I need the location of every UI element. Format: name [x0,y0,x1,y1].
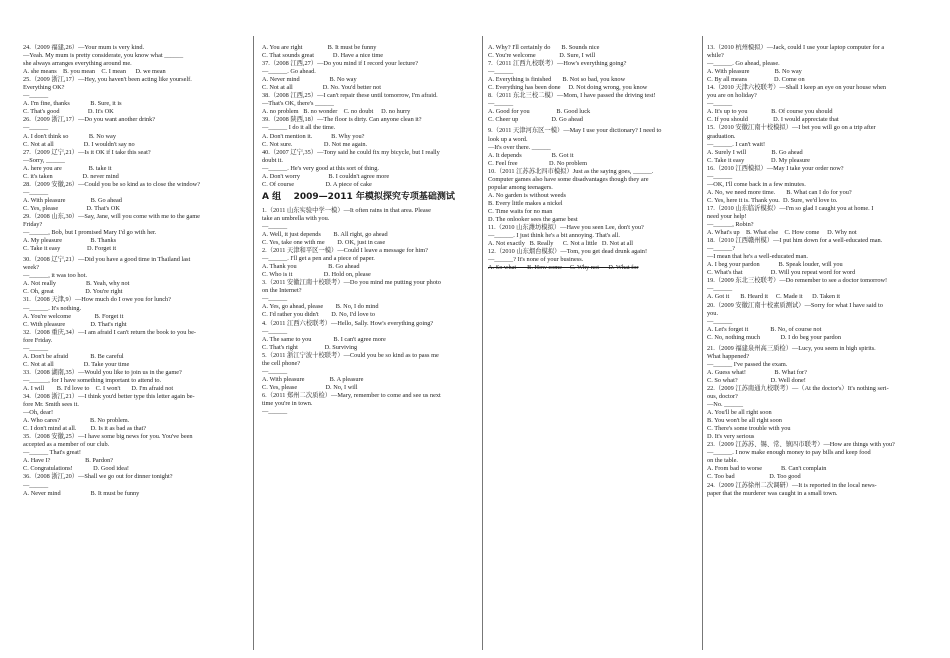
text-line: C. it's taken D. never mind [23,172,119,180]
text-line: 33.（2008 湖南,35）—Would you like to join us in the game? [23,368,182,376]
text-line: A. Who cares? B. No problem. [23,417,130,425]
text-line: Computer games also have some disadvantages though they are [488,175,649,183]
text-line: —______ [262,327,288,335]
column-4 [707,44,933,652]
text-line: —______. He's very good at this sort of thing. [262,164,379,172]
text-line: —______? [707,245,735,253]
text-line: 37.（2008 江西,27）—Do you mind if I record your lecture? [262,60,418,68]
text-line: —______ [707,172,733,180]
section-title: A 组 2009—2011 年模拟探究专项基础测试 [262,191,455,202]
text-line: A. Yes, go ahead, please B. No, I do mind [262,303,379,311]
text-line: you. [707,309,719,317]
text-line: 22.（2009 江苏南通九校联考）—（At the doctor's）It's nothing seri- [707,384,889,392]
text-line: C. Not at all D. No. You'd better not [262,84,382,92]
text-line: C. By all means D. Come on [707,76,805,84]
text-line: 30.（2008 辽宁,21）—Did you have a good time in Thailand last [23,256,191,264]
text-line: C. Time waits for no man [488,207,553,215]
text-line: A. With pleasure B. No way [707,68,802,76]
text-line: popular among teenagers. [488,183,553,191]
text-line: A. Have I? B. Pardon? [23,457,114,465]
text-line: 13.（2010 杭州模拟）—Jack, could I use your laptop computer for a [707,44,885,51]
text-line: A. Why? I'll certainly do B. Sounds nice [488,44,600,51]
text-line: C. What's that D. Will you repeat word for word [707,269,856,277]
text-line: C. Oh, great D. You're right [23,288,123,296]
text-line: 32.（2008 重庆,34）—I am afraid I can't return the book to you be- [23,328,197,336]
text-line: —______, Bob, but I promised Mary I'd go with her. [23,229,157,237]
text-line: while? [707,52,724,60]
text-line: —______. I can't wait! [707,140,766,148]
text-line: —______ [488,68,514,76]
text-line: —______ [23,124,49,132]
text-line: fore Mr. Smith sees it. [23,401,79,409]
text-line: 2.（2011 天津和平区一模）—Could I leave a message for him? [262,247,428,255]
text-line: A. Let's forget it B. No, of course not [707,325,822,333]
text-line: —______. I just think he's a bit annoying. That's all. [488,232,620,240]
text-line: 34.（2008 浙江,21）—I think you'd better type this letter again be- [23,393,195,401]
text-line: 24.（2009 福建,26）—Your mum is very kind. [23,44,145,51]
text-line: —I mean that he's a well-educated man. [707,253,808,261]
text-line: A. Surely I will B. Go ahead [707,148,803,156]
text-line: —______ [707,285,733,293]
text-line: doubt it. [262,156,283,164]
text-line: A. You'll be all right soon [707,409,772,417]
text-line: —Sorry, ______ [23,156,65,164]
text-line: 14.（2010 天津六校联考）—Shall I keep an eye on your house when [707,84,887,92]
text-line: 29.（2008 山东,30）—Say, Jane, will you come with me to the game [23,212,200,220]
column-1 [23,44,243,652]
text-line: —______ [262,367,288,375]
text-line: C. There's some trouble with you [707,425,791,433]
text-line: —______. It's nothing. [23,304,82,312]
text-line: 35.（2008 安徽,25）—I have some big news for you. You've been [23,433,193,441]
text-line: paper that the murderer was caught in a small town. [707,489,838,497]
text-line: —______ [23,344,49,352]
text-line: —______. I now make enough money to pay bills and keep food [707,449,871,457]
text-line: —______. Go ahead, please. [707,60,780,68]
text-line: —______ That's great! [23,449,82,457]
text-line: —______ [707,100,733,108]
text-line: —______ [262,295,288,303]
text-line: A. Good for you B. Good luck [488,108,591,116]
text-line: on the table. [707,457,738,465]
text-line: A. here you are B. take it [23,164,112,172]
text-line: —______ [707,317,733,325]
text-line: A. Everything is finished B. Not so bad, you know [488,76,626,84]
text-line: —______ [23,92,49,100]
text-line: A. My pleasure B. Thanks [23,237,117,245]
column-divider [482,36,483,650]
text-line: C. That sounds great D. Have a nice time [262,52,384,60]
text-line: D. The onlooker sees the game best [488,215,578,223]
text-line: 38.（2008 江西,25）—I can't repair these until tomorrow, I'm afraid. [262,92,438,100]
text-line: 27.（2009 辽宁,21）—Is it OK if I take this seat? [23,148,151,156]
text-line: A. You're welcome B. Forget it [23,312,124,320]
text-line: A. With pleasure B. Go ahead [23,196,122,204]
text-line: need your help! [707,212,747,220]
text-line: 16.（2010 江西模拟）—May I take your order now? [707,164,844,172]
text-line: 21.（2009 福建泉州高三质检）—Lucy, you seem in high spirits. [707,344,876,352]
text-line: accepted as a member of our club. [23,441,110,449]
column-3 [488,44,698,652]
text-line: look up a word. [488,135,528,143]
text-line: —______. Go ahead. [262,68,316,76]
text-line: —______ [23,481,49,489]
text-line: A. No, we need more time. B. What can I do for you? [707,188,852,196]
text-line: A. Well, it just depends B. All right, go ahead [262,230,388,238]
text-line: —OK, I'll come back in a few minutes. [707,180,806,188]
text-line: 40.（2007 辽宁,35）—Tony said he could fix my bicycle, but I really [262,148,440,156]
text-line: A. she means B. you mean C. I mean D. we mean [23,68,166,76]
text-line: Everything OK? [23,84,65,92]
text-line: fore Friday. [23,336,53,344]
text-line: 24.（2009 江苏徐州二次调研）—It is reported in the local news- [707,481,877,489]
text-line: Friday? [23,221,43,229]
text-line: A. no problem B. no wonder C. no doubt D. no hurry [262,108,411,116]
text-line: A. Got it B. Heard it C. Made it D. Taken it [707,293,841,301]
column-2 [262,44,476,652]
text-line: C. Take it easy D. My pleasure [707,156,810,164]
text-line: What happened? [707,352,750,360]
text-line: A. What's up B. What else C. How come D. Why not [707,229,857,237]
text-line: C. That's good D. It's OK [23,108,114,116]
text-line: —______, for I have something important to attend to. [23,376,162,384]
text-line: 23.（2009 江苏苏、锡、常、镇四市联考）—How are things with you? [707,441,895,449]
text-line: C. Too bad D. Too good [707,473,801,481]
text-line: C. Yes, take one with me D. OK, just in case [262,239,386,247]
text-line: A. It's up to you B. Of course you should [707,108,833,116]
text-line: C. Of course D. A piece of cake [262,180,372,188]
text-line: A. Guess what! B. What for? [707,368,807,376]
text-line: C. With pleasure D. That's right [23,320,127,328]
text-line: C. If you should D. I would appreciate that [707,116,839,124]
text-line: C. Yes, please D. That's OK [23,204,120,212]
text-line: A. Don't mention it. B. Why you? [262,132,365,140]
text-line: A. I don't think so B. No way [23,132,116,140]
text-line: C. Who is it D. Hold on, please [262,271,371,279]
column-divider [702,36,703,650]
text-line: A. Don't worry B. I couldn't agree more [262,172,390,180]
text-line: C. No, nothing much D. I do beg your pardon [707,333,841,341]
text-line: A. I beg your pardon B. Speak louder, will you [707,261,843,269]
text-line: C. Not sure. D. Not me again. [262,140,368,148]
text-line: —Yeah. My mum is pretty considerate, you know what ______ [23,52,184,60]
text-line: 26.（2009 浙江,17）—Do you want another drink? [23,116,156,124]
text-line: A. Don't be afraid B. Be careful [23,352,124,360]
text-line: A. It depends B. Got it [488,151,574,159]
text-line: week? [23,264,40,272]
text-line: B. Every little makes a nickel [488,199,563,207]
text-line: 3.（2011 安徽江南十校联考）—Do you mind me putting your photo [262,279,441,287]
text-line: A. The same to you B. I can't agree more [262,335,386,343]
text-line: 9.（2011 天津河东区一模）—May I use your dictionary? I need to [488,127,662,135]
text-line: she always arranges everything around me. [23,60,132,68]
text-line: —It's over there. ______ [488,143,551,151]
struck-answer-options: A. So what B. How come C. Why not D. What for [488,264,639,272]
text-line: C. Feel free D. No problem [488,159,587,167]
text-line: —______. I'll get a pen and a piece of paper. [262,255,375,263]
text-line: the cell phone? [262,359,301,367]
text-line: A. Not exactly B. Really C. Not a little D. Not at all [488,240,633,248]
text-line: —______ I've passed the exam. [707,360,788,368]
text-line: A. From bad to worse B. Can't complain [707,465,827,473]
text-line: 39.（2008 陕西,18）—The floor is dirty. Can anyone clean it? [262,116,422,124]
text-line: 18.（2010 江西赣州模）—I put him down for a well-educated man. [707,237,883,245]
text-line: A. No garden is without weeds [488,191,566,199]
text-line: 20.（2009 安徽江南十校素质测试）—Sorry for what I have said to [707,301,883,309]
text-line: C. So what? D. Well done! [707,376,806,384]
text-line: —Oh, dear! [23,409,54,417]
text-line: 11.（2010 山东潍坊模拟）—Have you seen Lee, don't you? [488,224,644,232]
text-line: C. Congratulations! D. Good idea! [23,465,129,473]
text-line: 7.（2011 江西九校联考）—How's everything going? [488,60,627,68]
text-line: —No. ______ [707,401,744,409]
text-line: 25.（2009 浙江,17）—Hey, you haven't been acting like yourself. [23,76,192,84]
text-line: —______, it was too hot. [23,272,88,280]
text-line: 19.（2009 东北三校联考）—Do remember to see a doctor tomorrow! [707,277,888,285]
text-line: A. With pleasure B. A pleasure [262,375,364,383]
text-line: —______, Robin? [707,221,754,229]
text-line: on the Internet? [262,287,302,295]
text-line: A. You are right B. It must be funny [262,44,377,51]
text-line: A. Never mind B. It must be funny [23,489,140,497]
text-line: —That's OK, there's ______ [262,100,334,108]
text-line: you are on holiday? [707,92,757,100]
text-line: A. Not really B. Yeah, why not [23,280,130,288]
text-line: C. Yes, please D. No, I will [262,383,358,391]
column-divider [253,36,254,650]
text-line: 10.（2011 江苏苏北四市模拟）Just as the saying goes, ______. [488,167,654,175]
text-line: 4.（2011 江西六校联考）—Hello, Sally. How's everything going? [262,319,434,327]
text-line: 12.（2010 山东烟台模拟）—Tom, you get dead drunk again! [488,248,648,256]
text-line: C. I'd rather you didn't D. No, I'd love to [262,311,376,319]
text-line: —______ [262,408,288,416]
text-line: 5.（2011 浙江宁波十校联考）—Could you be so kind as to pass me [262,351,439,359]
text-line: —______ [23,188,49,196]
text-line: C. Not at all D. I wouldn't say no [23,140,135,148]
text-line: C. Not at all D. Take your time [23,360,130,368]
text-line: 6.（2011 郑州二次质检）—Mary, remember to come and see us next [262,391,441,399]
text-line: take an umbrella with you. [262,214,330,222]
text-line: 31.（2008 天津,9）—How much do I owe you for lunch? [23,296,171,304]
text-line: —______ [262,222,288,230]
text-line: 36.（2008 浙江,20）—Shall we go out for dinner tonight? [23,473,173,481]
text-line: graduation. [707,132,736,140]
text-line: —______? It's none of your business. [488,256,584,264]
text-line: D. It's very serious [707,433,755,441]
text-line: 17.（2010 山东临沂模拟）—I'm so glad I caught you at home. I [707,204,874,212]
text-line: A. I will B. I'd love to C. I won't D. I'm afraid not [23,384,174,392]
text-line: ous, doctor? [707,393,738,401]
text-line: —______ [488,100,514,108]
text-line: C. Everything has been done D. Not doing wrong, you know [488,84,648,92]
text-line: 1.（2011 山东实验中学一模）—It often rains in that area. Please [262,206,431,214]
text-line: 15.（2010 安徽江南十校模拟）—I bet you will go on a trip after [707,124,876,132]
text-line: —______ I do it all the time. [262,124,336,132]
text-line: C. Cheer up D. Go ahead [488,116,583,124]
text-line: A. I'm fine, thanks B. Sure, it is [23,100,122,108]
text-line: C. Yes, here it is. Thank you. D. Sure, we'd love to. [707,196,838,204]
text-line: C. You're welcome D. Sure, I will [488,52,596,60]
text-line: A. Never mind B. No way [262,76,357,84]
text-line: 28.（2009 安徽,26）—Could you be so kind as to close the window? [23,180,200,188]
text-line: C. I don't mind at all. D. Is it as bad as that? [23,425,147,433]
text-line: C. Take it easy D. Forget it [23,245,117,253]
text-line: time you're in town. [262,399,313,407]
text-line: B. You won't be all right soon [707,417,782,425]
text-line: 8.（2011 东北三校二模）—Mom, I have passed the driving test! [488,92,656,100]
text-line: C. That's right D. Surviving [262,343,358,351]
text-line: A. Thank you B. Go ahead [262,263,360,271]
